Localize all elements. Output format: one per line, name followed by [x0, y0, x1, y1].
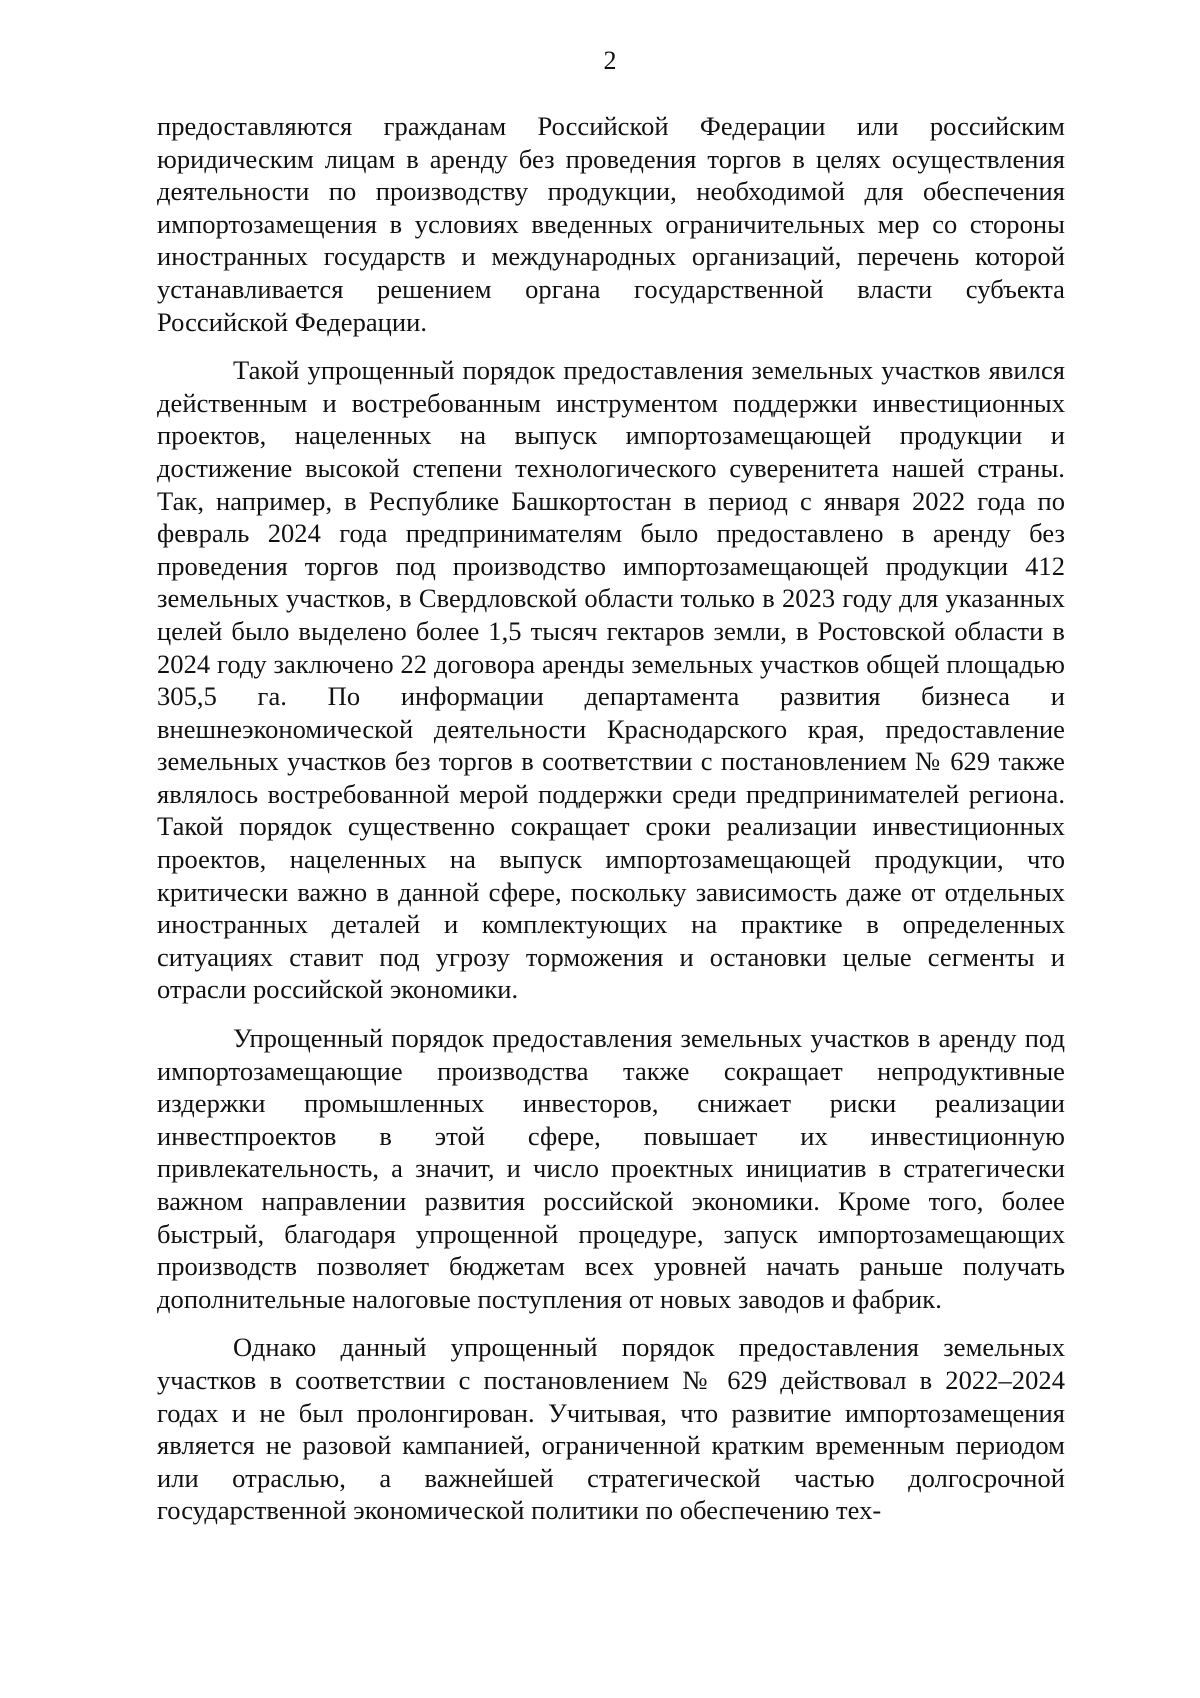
paragraph-4: Однако данный упрощенный порядок предоставления земельных участков в соответствии с постановлением № 629 действовал в 2022–2024 годах и не был пролонгирован. Учитывая, что развитие импортозамещения является не разовой кампанией, ограниченной кратким временным периодом или отраслью, а важнейшей стратегической частью долгосрочной государственной экономической политики по обеспечению тех- — [157, 1332, 1065, 1526]
page-number: 2 — [603, 46, 617, 75]
paragraph-2: Такой упрощенный порядок предоставления земельных участков явился действенным и востребованным инструментом поддержки инвестиционных проектов, нацеленных на выпуск импортозамещающей продукции и достижение высокой степени технологического суверенитета нашей страны. Так, например, в Республике Башкортостан в период с января 2022 года по февраль 2024 года предпринимателям было предоставлено в аренду без проведения торгов под производство импортозамещающей продукции 412 земельных участков, в Свердловской области только в 2023 году для указанных целей было выделено более 1,5 тысяч гектаров земли, в Ростовской области в 2024 году заключено 22 договора аренды земельных участков общей площадью 305,5 га. По информации департамента развития бизнеса и внешнеэкономической деятельности Краснодарского края, предоставление земельных участков без торгов в соответствии с постановлением № 629 также являлось востребованной мерой поддержки среди предпринимателей региона. Такой порядок существенно сокращает сроки реализации инвестиционных проектов, нацеленных на выпуск импортозамещающей продукции, что критически важно в данной сфере, поскольку зависимость даже от отдельных иностранных деталей и комплектующих на практике в определенных ситуациях ставит под угрозу торможения и остановки целые сегменты и отрасли российской экономики. — [157, 355, 1065, 1005]
document-body — [157, 110, 1065, 1543]
paragraph-1: предоставляются гражданам Российской Федерации или российским юридическим лицам в аренду без проведения торгов в целях осуществления деятельности по производству продукции, необходимой для обеспечения импортозамещения в условиях введенных ограничительных мер со стороны иностранных государств и международных организаций, перечень которой устанавливается решением органа государственной власти субъекта Российской Федерации. — [157, 111, 1065, 337]
paragraph-3: Упрощенный порядок предоставления земельных участков в аренду под импортозамещающие производства также сокращает непродуктивные издержки промышленных инвесторов, снижает риски реализации инвестпроектов в этой сфере, повышает их инвестиционную привлекательность, а значит, и число проектных инициатив в стратегически важном направлении развития российской экономики. Кроме того, более быстрый, благодаря упрощенной процедуре, запуск импортозамещающих производств позволяет бюджетам всех уровней начать раньше получать дополнительные налоговые поступления от новых заводов и фабрик. — [157, 1023, 1065, 1314]
